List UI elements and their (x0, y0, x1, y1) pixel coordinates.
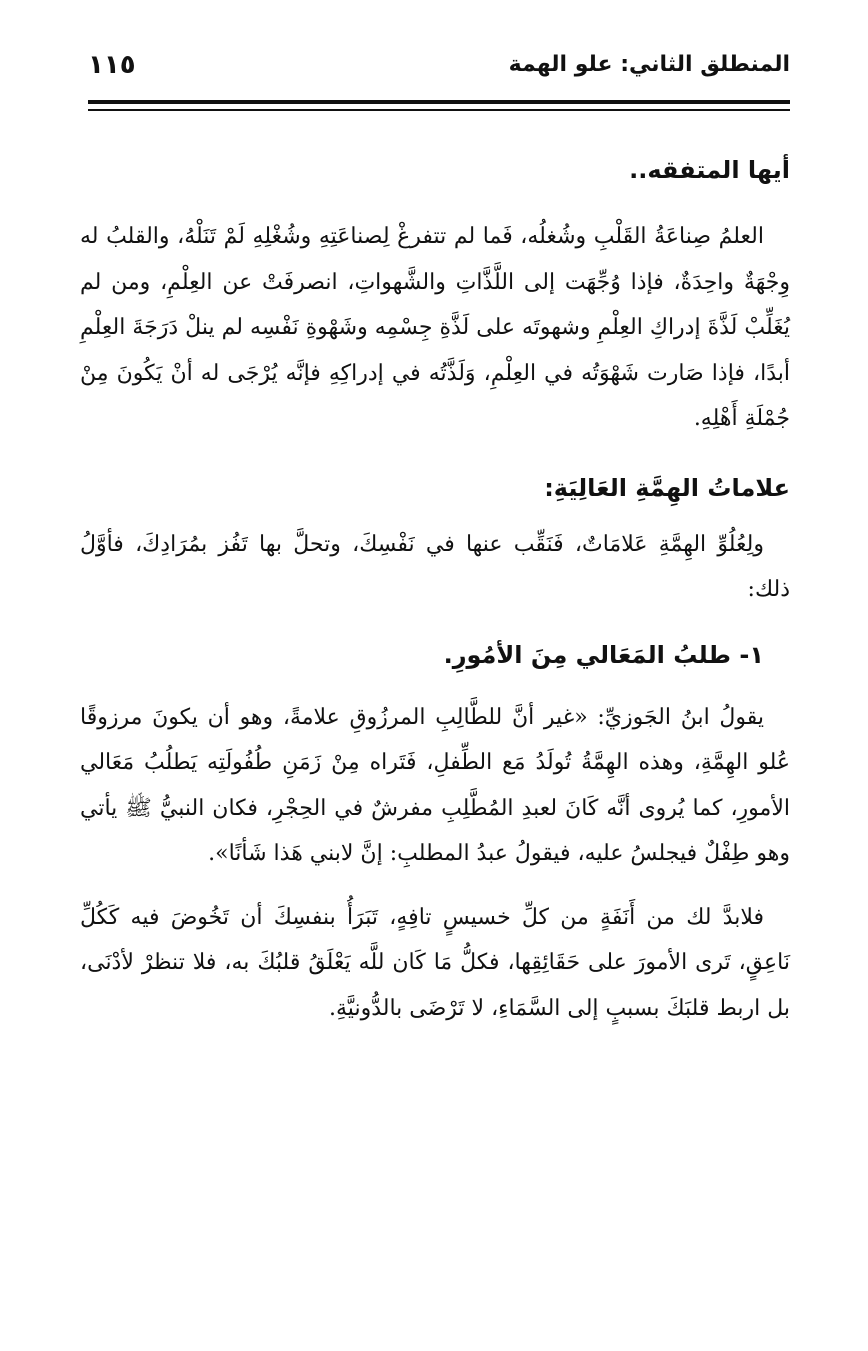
header-rule-thick (88, 100, 790, 104)
page-number: ١١٥ (88, 50, 136, 80)
paragraph-disdain-lowliness: فلابدَّ لك من أَنَفَةٍ من كلِّ خسيسٍ تافِهٍ، تَبَرَأُ بنفسِكَ أن تَخُوضَ فيه كَكُلِّ نَاعِقٍ، تَرى الأمورَ على حَقَائِقِها، فكلُّ مَا كَان للَّه يَعْلَقُ قلبُكَ به، فلا تنظرْ لأدْنَى، بل اربط قلبَكَ بسببٍ إلى السَّمَاءِ، لا تَرْضَى بالدُّونيَّةِ. (80, 904, 790, 1021)
page-body (80, 150, 790, 1031)
subheading-seeking-high-matters: ١- طلبُ المَعَالي مِنَ الأمُورِ. (443, 640, 764, 669)
page-header (88, 52, 790, 96)
header-rule-thin (88, 109, 790, 111)
paragraph-knowledge-heart: العلمُ صِناعَةُ القَلْبِ وشُغلُه، فَما لم تتفرغْ لِصناعَتِهِ وشُغْلِهِ لَمْ تَنَلْهُ، والقلبُ له وِجْهَةٌ واحِدَةٌ، فإذا وُجِّهَت إلى اللَّذَّاتِ والشَّهواتِ، انصرفَتْ عن العِلْمِ، ومن لم يُغَلِّبْ لَذَّةَ إدراكِ العِلْمِ وشهوتَه على لَذَّةِ جِسْمِه وشَهْوةِ نَفْسِه لم ينلْ دَرَجَةَ العِلْمِ أبدًا، فإذا صَارت شَهْوَتُه في العِلْمِ، وَلَذَّتُه في إدراكِهِ فإنَّه يُرْجَى له أنْ يَكُونَ مِنْ جُمْلَةِ أَهْلِهِ. (80, 224, 790, 431)
paragraph-ibn-al-jawzi-quote: يقولُ ابنُ الجَوزيِّ: «غير أنَّ للطَّالِبِ المرزُوقِ علامةً، وهو أن يكونَ مرزوقًا عُلو الهِمَّةِ، وهذه الهِمَّةُ تُولَدُ مَع الطِّفلِ، فَتَراه مِنْ زَمَنِ طُفُولَتِه يَطلُبُ مَعَالي الأمورِ، كما يُروى أنَّه كَانَ لعبدِ المُطَّلِبِ مفرشٌ في الحِجْرِ، فكان النبيُّ ﷺ يأتي وهو طِفْلٌ فيجلسُ عليه، فيقولُ عبدُ المطلبِ: إنَّ لابني هَذا شَأنًا». (80, 704, 790, 866)
paragraph-signs-intro: ولِعُلُوِّ الهِمَّةِ عَلامَاتٌ، فَنَقِّب عنها في نَفْسِكَ، وتحلَّ بها تَفُز بمُرَادِكَ، فأوَّلُ ذلك: (80, 531, 790, 602)
section-heading-signs: علاماتُ الهِمَّةِ العَالِيَةِ: (544, 473, 790, 502)
running-title: المنطلق الثاني: علو الهمة (508, 52, 790, 77)
section-heading-mutafaqqih: أيها المتفقه.. (629, 156, 790, 184)
